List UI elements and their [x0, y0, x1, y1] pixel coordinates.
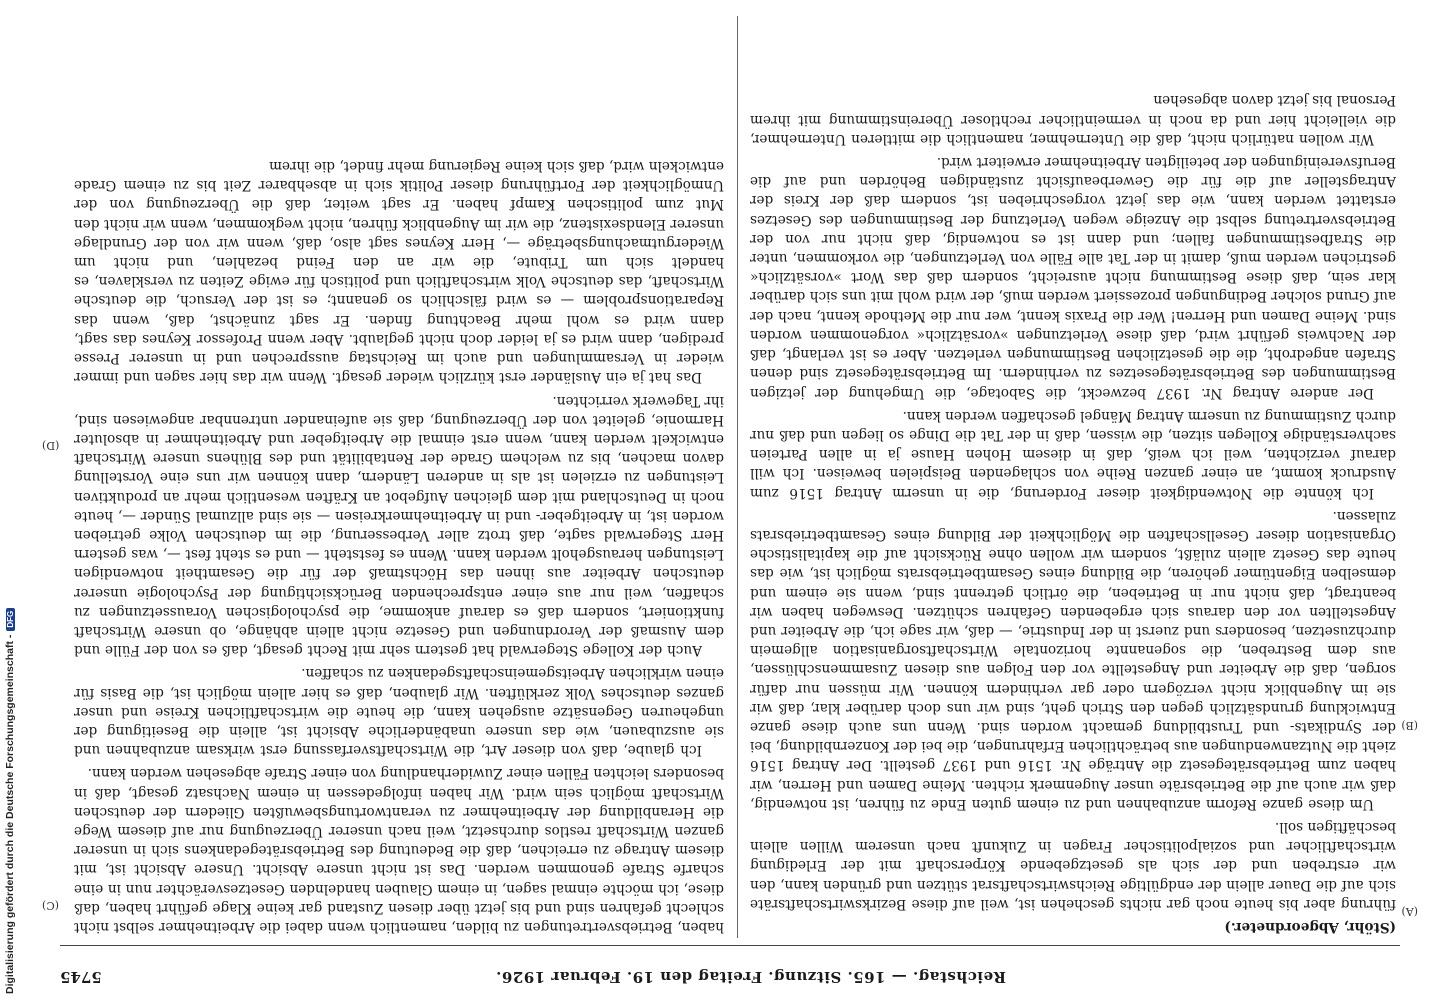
digitization-credit: [4, 608, 16, 994]
margin-marker-b: (B): [1401, 719, 1418, 732]
page-number: 5745: [60, 968, 102, 986]
digitization-gutter: [0, 0, 22, 1000]
right-text-column: [74, 16, 724, 936]
paragraph: Ich könnte die Notwendigkeit dieser Forderung, die in unserm Antrag 1516 zum Ausdruck kommt, an einer ganzen Reihe von schlagenden Beispielen beweisen. Ich will darauf verzichten, weil ich weiß, daß in diesem Hohen Hause ja in allen Parteien sachverständige Kollegen sitzen, die wissen, daß in der Tat die Dinge so liegen und daß nur durch Zustimmung zu unserm Antrag Mängel geschaffen werden kann.: [750, 407, 1396, 501]
scanned-page: [40, 0, 1420, 1000]
paragraph: führung aber bis heute noch gar nichts geschehen ist, weil auf diese Bezirkswirtschaftsräte sich auf die Dauer allein der endgültige Reichswirtschaftsrat stützen und gründen kann, den wir erstreben und der sich als gesetzgebende Körperschaft mit der Erledigung wirtschaftlicher und sozialpolitischer Fragen in Zukunft nach unserem Willen allein beschäftigen soll.: [750, 818, 1396, 912]
margin-marker-d: (D): [42, 439, 60, 452]
page-running-title: [496, 968, 1006, 986]
paragraph: Um diese ganze Reform anzubahnen und zu einem guten Ende zu führen, ist notwendig, daß wir auch auf die Betriebsräte unser Augenmerk richten. Meine Damen und Herren, wir haben zum Betriebsrätegesetz die Anträge Nr. 1516 und 1937 gestellt. Der Antrag 1516 zieht die Nutzanwendungen aus beträchtlichen Erfahrungen, die bei der Konzernbildung, bei der Syndikats- und Trustbildung gemacht worden sind. Wenn uns auch diese ganze Entwicklung grundsätzlich gegen den Strich geht, sind wir uns doch darüber klar, daß wir sie im Augenblick nicht verzögern oder gar verhindern können. Wir müssen nur dafür sorgen, daß die Arbeiter und Angestellte vor den Folgen aus diesen Zusammenschlüssen, aus dem Bestreben, die sogenannte horizontale Wirtschaftsorganisation allgemein durchzusetzen, besonders und zuerst in der Industrie, — daß, wir sage ich, die Arbeiter und Angestellten vor den daraus sich ergebenden Gefahren schützen. Deswegen haben wir beantragt, daß nicht nur in Betrieben, die örtlich getrennt sind, wenn sie einem und demselben Eigentümer gehören, die Bildung eines Gesamtbetriebsrats möglich ist, wie das heute das Gesetz allein zuläßt, sondern wir wollen ohne Rücksicht auf die kapitalistische Organisation dieser Gesellschaften die Möglichkeit der Bildung eines Gesamtbetriebsrats zulassen.: [750, 507, 1396, 812]
speaker-line: [750, 917, 1396, 936]
paragraph: Ich glaube, daß von dieser Art, die Wirtschaftsverfassung erst wirksam anzubahnen und sie auszubauen, wie das unsere unabänderliche Absicht ist, allein die Beseitigung der ungeheuren Gegensätze ausgehen kann, die heute die wirtschaftlichen Kreise und unser ganzes deutsches Volk zerklüften. Wir glauben, daß es hier allein möglich ist, die Basis für einen wirklichen Arbeitsgemeinschaftsgedanken zu schaffen.: [74, 665, 724, 759]
dfg-logo: DFG: [6, 608, 15, 631]
column-divider: [737, 16, 738, 938]
session-date: Freitag den 19. Februar 1926.: [495, 968, 763, 986]
margin-marker-c: (C): [42, 899, 59, 912]
paragraph: Wir wollen natürlich nicht, daß die Unternehmer, namentlich die mittleren Unternehmer, die vielleicht hier und da noch in vermeintlicher rechtloser Übereinstimmung mit ihrem Personal bis jetzt davon abgesehen: [750, 92, 1396, 147]
paragraph: Auch der Kollege Stegerwald hat gestern sehr mit Recht gesagt, daß es von der Fülle und dem Ausmaß der Verordnungen und Gesetze nicht allein abhänge, ob unsere Wirtschaft funktioniert, sondern daß es darauf ankomme, die psychologischen Voraussetzungen zu schaffen, weil nur aus einer entsprechenden Berücksichtigung der Psychologie unserer deutschen Arbeiter aus ihnen das Höchstmaß der für die Gesamtheit notwendigen Leistungen herausgeholt werden kann. Wenn es feststeht — und es steht fest —, was gestern Herr Stegerwald sagte, daß trotz aller Verbesserung, die im deutschen Volke getrieben worden ist, in Arbeitgeber- und in Arbeitnehmerkreisen — sie sind allzumal Sünder —, heute noch in Deutschland mit dem gleichen Aufgebot an Kräften wesentlich mehr an produktiven Leistungen zu erzielen ist als in anderen Ländern, dann können wir uns eine Vorstellung davon machen, bis zu welchem Grade der Rentabilität und des Blühens unsere Wirtschaft entwickelt werden kann, wenn erst einmal die Arbeitgeber und Arbeitnehmer in absoluter Harmonie, geleitet von der Überzeugung, daß sie aufeinander untrennbar angewiesen sind, ihr Tagewerk verrichten.: [74, 392, 724, 659]
paragraph: haben, Betriebsvertretungen zu bilden, namentlich wenn dabei die Arbeitnehmer selbst nicht schlecht gefahren sind und bis jetzt über diesen Zustand gar keine Klage geführt haben, daß diese, ich möchte einmal sagen, in einem Glauben handelnden Gesetzesverächter nun in eine scharfe Strafe genommen werden. Das ist nicht unsere Absicht. Unsere Absicht ist, mit diesem Antrage zu erreichen, daß die Bedeutung des Betriebsrätegedankens sich in unserer ganzen Wirtschaft restlos durchsetzt, weil nach unserer Überzeugung nur auf diesem Wege die Heranbildung der Arbeitnehmer zu verantwortungsbewußten Gliedern der deutschen Wirtschaft möglich sein wird. Wir haben infolgedessen in einem Nachsatz gesagt, daß in besonders leichten Fällen einer Zuwiderhandlung von einer Strafe abgesehen werden kann.: [74, 765, 724, 935]
session-title: Reichstag. — 165. Sitzung.: [767, 968, 1007, 986]
page-header: [60, 945, 1400, 986]
margin-marker-a: (A): [1401, 905, 1418, 918]
paragraph: Das hat ja ein Ausländer erst kürzlich wieder gesagt. Wenn wir das hier sagen und immer wieder in Versammlungen und auch im Reichstag aussprechen und in unserer Presse predigen, dann wird es ja leider doch nicht geglaubt. Aber wenn Professor Keynes das sagt, dann wird es wohl mehr Beachtung finden. Er sagt zunächst, daß, wenn das Reparationsproblem — es wird fälschlich so genannt; es ist der Versuch, die deutsche Wirtschaft, das deutsche Volk wirtschaftlich und politisch für ewige Zeiten zu versklaven, es handelt sich um Tribute, die wir an den Feind bezahlen, und nicht um Wiedergutmachungsbeträge —, Herr Keynes sagt also, daß, wenn wir von der Grundlage unserer Elendsexistenz, die wir im Augenblick führen, nicht wegkommen, wenn wir nicht den Mut zum politischen Kampf haben. Er sagt weiter, daß die Überzeugung von der Unmöglichkeit der Fortführung dieser Politik sich in absehbarer Zeit bis zu einem Grade entwickeln wird, daß sich keine Regierung mehr findet, die ihrem: [74, 158, 724, 386]
digitization-credit-text: Digitalisierung gefördert durch die Deutsche Forschungsgemeinschaft -: [4, 634, 16, 994]
paragraph: Der andere Antrag Nr. 1937 bezweckt, die Sabotage, die Umgehung der jetzigen Bestimmungen des Betriebsrätegesetzes zu verhindern. Im Betriebsrätegesetz sind denen Strafen angedroht, die die gesetzlichen Bestimmungen verletzen. Aber es ist verlangt, daß der Nachweis geführt wird, daß diese Verletzungen »vorsätzlich« vorgenommen worden sind. Meine Damen und Herren! Wer die Praxis kennt, wer nur die Methode kennt, nach der auf Grund solcher Bedingungen prozessiert werden muß, der wird wohl mit uns sich darüber klar sein, daß diese Bestimmung nicht ausreicht, sondern daß das Wort »vorsätzlich« gestrichen werden muß, damit in der Tat alle Fälle von Verletzungen, die vorkommen, unter die Strafbestimmungen fallen; und dann ist es notwendig, daß nicht nur von der Betriebsvertretung selbst die Anzeige wegen Verletzung der Bestimmungen des Gesetzes erstattet werden kann, wie das jetzt vorgeschrieben ist, sondern daß der Kreis der Antragsteller auf die für die Gewerbeaufsicht zuständigen Behörden und auf die Berufsvereinigungen der beteiligten Arbeitnehmer erweitert wird.: [750, 154, 1396, 401]
speaker-name: (Stöhr, Abgeordneter.): [1224, 919, 1396, 935]
left-text-column: [750, 16, 1396, 936]
